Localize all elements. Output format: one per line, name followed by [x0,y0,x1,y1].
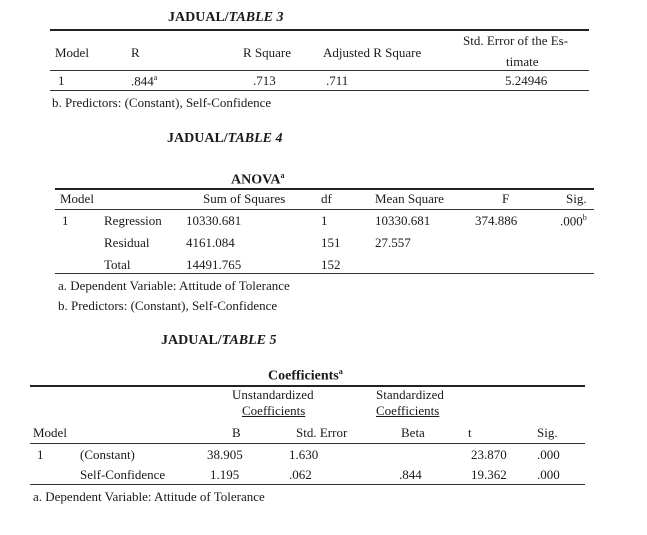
table5-row-t: 23.870 [471,447,507,462]
table4-row-df: 1 [321,213,328,228]
table5-header-sig: Sig. [537,425,558,440]
table3-row-adj-r-square: .711 [326,73,349,88]
table4-title: ANOVA$^a$ [231,171,285,188]
table4-row-ss: 10330.681 [186,213,242,228]
table4-row-ss: 14491.765 [186,257,242,272]
table5-header-model: Model [33,425,67,440]
table5-title: Coefficients$^a$ [268,367,343,384]
table5-footnote: a. Dependent Variable: Attitude of Tolerance [33,489,265,504]
table5-row-beta: .844 [399,467,422,482]
table4-header-df: df [321,191,332,206]
table5-header-b: B [232,425,241,440]
table3-bottom-rule [50,90,589,91]
table4-row-ms: 10330.681 [375,213,431,228]
table5-row-b: 1.195 [210,467,240,482]
table3-header-r-square: R Square [243,45,292,60]
table3-footnote: b. Predictors: (Constant), Self-Confidence [52,95,272,110]
table3-header-std-error-line1: Std. Error of the Es- [463,33,569,48]
table4-footnote: a. Dependent Variable: Attitude of Tolerance [58,278,290,293]
table5-caption: JADUAL/TABLE 5 [161,333,277,348]
table5-group-unstandardized-line1: Unstandardized [232,387,314,402]
table5-bottom-rule [30,484,585,485]
table3-row-r-square: .713 [253,73,276,88]
table5-row-label: Self-Confidence [80,467,166,482]
table4-header-sig: Sig. [566,191,587,206]
table3-header-adj-r-square: Adjusted R Square [323,45,422,60]
table4-header-mean-square: Mean Square [375,191,444,206]
table3-header-r: R [131,45,140,60]
table3-header-std-error-line2: timate [506,54,539,69]
table5-header-beta: Beta [401,425,425,440]
table5-row-se: 1.630 [289,447,319,462]
table4-row-ss: 4161.084 [186,235,235,250]
table3-header-model: Model [55,45,89,60]
table4-row-df: 152 [321,257,341,272]
table4-header-rule [55,209,594,210]
table3-header-rule [50,70,589,71]
table3-row-std-error: 5.24946 [505,73,548,88]
table5-group-standardized-line1: Standardized [376,387,444,402]
table5-header-std-error: Std. Error [296,425,348,440]
table5-row-b: 38.905 [207,447,243,462]
table4-row-label: Total [104,257,131,272]
table4-header-model: Model [60,191,94,206]
table4-row-sig: .000$^b$ [560,213,587,229]
table4-bottom-rule [55,273,594,274]
table4-caption: JADUAL/TABLE 4 [167,131,283,146]
table4-row-df: 151 [321,235,341,250]
table5-row-t: 19.362 [471,467,507,482]
table4-top-rule [55,188,594,190]
table4-row-label: Residual [104,235,150,250]
table5-row-sig: .000 [537,467,560,482]
table3-top-rule [50,29,589,31]
table4-footnote: b. Predictors: (Constant), Self-Confidence [58,298,278,313]
table4-row-ms: 27.557 [375,235,411,250]
table4-row-f: 374.886 [475,213,518,228]
table5-model-number: 1 [37,447,44,462]
table4-header-f: F [502,191,510,206]
table3-row-r: .844$^a$ [131,73,158,89]
table5-row-label: (Constant) [80,447,135,462]
table5-group-standardized-line2: Coefficients [376,403,440,418]
table4-header-sum-of-squares: Sum of Squares [203,191,286,206]
table4-row-label: Regression [104,213,162,228]
table5-row-sig: .000 [537,447,560,462]
table3-row-model: 1 [58,73,65,88]
table5-header-rule [30,443,585,444]
table5-row-se: .062 [289,467,312,482]
table5-group-unstandardized-line2: Coefficients [242,403,306,418]
table3-caption: JADUAL/TABLE 3 [168,10,284,25]
table4-model-number: 1 [62,213,69,228]
table5-header-t: t [468,425,472,440]
